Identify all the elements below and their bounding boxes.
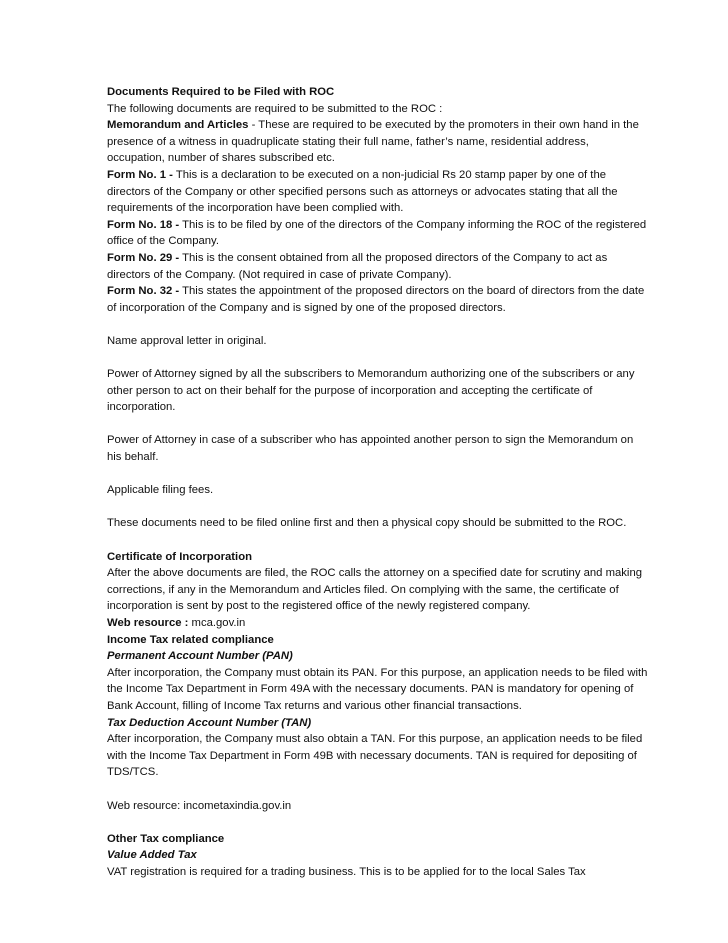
form18-text: This is to be filed by one of the directors of the Company informing the ROC of the registered [179, 218, 647, 231]
paragraph-line: with the Income Tax Department in Form 49B with necessary documents. TAN is required for depositing of [107, 749, 637, 762]
form32-text: This states the appointment of the proposed directors on the board of directors from the date [179, 285, 645, 298]
form29-label: Form No. 29 - [107, 251, 180, 264]
form18-line [107, 217, 647, 234]
web-resource-label: Web resource : [107, 617, 189, 629]
section-heading: Income Tax related compliance [107, 633, 274, 646]
paragraph-line: Power of Attorney signed by all the subscribers to Memorandum authorizing one of the subscribers or any [107, 368, 635, 381]
paragraph-line: corrections, if any in the Memorandum and Articles filed. On complying with the same, the certificate of [107, 583, 619, 596]
paragraph-gap [107, 781, 627, 798]
web-resource-value: mca.gov.in [188, 617, 246, 629]
paragraph-gap [107, 499, 627, 516]
paragraph-gap [107, 316, 627, 333]
paragraph-gap [107, 814, 627, 831]
paragraph-line: incorporation. [107, 401, 176, 414]
paragraph-line: office of the Company. [107, 235, 219, 248]
form32-line [107, 283, 645, 300]
paragraph-line: the Income Tax Department in Form 49A with the necessary documents. PAN is mandatory for opening of [107, 683, 634, 696]
paragraph-gap [107, 466, 627, 483]
paragraph-line: his behalf. [107, 451, 159, 464]
form1-line [107, 167, 627, 184]
paragraph-line: Applicable filing fees. [107, 484, 214, 497]
section-heading: Other Tax compliance [107, 832, 225, 845]
paragraph-line: TDS/TCS. [107, 766, 159, 779]
paragraph-gap [107, 416, 627, 433]
paragraph-gap [107, 532, 627, 549]
form18-label: Form No. 18 - [107, 218, 180, 231]
subsection-heading: Tax Deduction Account Number (TAN) [107, 716, 312, 729]
subsection-heading: Value Added Tax [107, 849, 197, 862]
form1-text: This is a declaration to be executed on a non-judicial Rs 20 stamp paper by one of the [172, 168, 607, 181]
paragraph-line: incorporation is sent by post to the registered office of the newly registered company. [107, 600, 531, 613]
paragraph-line: presence of a witness in quadruplicate stating their full name, father’s name, residential address, [107, 135, 589, 148]
paragraph-line: directors of the Company. (Not required in case of private Company). [107, 268, 452, 281]
form1-label: Form No. 1 - [107, 168, 173, 181]
section-heading: Documents Required to be Filed with ROC [107, 86, 335, 98]
form29-text: This is the consent obtained from all the proposed directors of the Company to act as [179, 251, 608, 264]
paragraph-line: Power of Attorney in case of a subscriber who has appointed another person to sign the Memorandum on [107, 434, 634, 447]
section-heading: Certificate of Incorporation [107, 550, 252, 563]
paragraph-line: Name approval letter in original. [107, 334, 267, 347]
paragraph-line: other person to act on their behalf for the purpose of incorporation and accepting the certificate of [107, 384, 593, 397]
paragraph-line: Bank Account, filling of Income Tax returns and various other financial transactions. [107, 699, 522, 712]
form32-label: Form No. 32 - [107, 285, 180, 298]
paragraph-line: occupation, number of shares subscribed etc. [107, 152, 335, 165]
paragraph-line: Web resource: incometaxindia.gov.in [107, 799, 292, 812]
paragraph-line: After incorporation, the Company must also obtain a TAN. For this purpose, an application needs to be filed [107, 733, 643, 746]
moa-label: Memorandum and Articles [107, 119, 249, 132]
form29-line [107, 250, 627, 267]
web-resource-line [107, 615, 627, 632]
paragraph-gap [107, 350, 627, 367]
paragraph-line: VAT registration is required for a trading business. This is to be applied for to the local Sales Tax [107, 865, 586, 878]
paragraph-line: requirements of the incorporation have been complied with. [107, 202, 404, 215]
moa-line [107, 117, 639, 134]
paragraph-line: The following documents are required to be submitted to the ROC : [107, 102, 443, 115]
paragraph-line: These documents need to be filed online first and then a physical copy should be submitted to the ROC. [107, 517, 627, 530]
paragraph-line: After the above documents are filed, the ROC calls the attorney on a specified date for scrutiny and making [107, 567, 643, 580]
document-page [107, 84, 648, 881]
paragraph-line: of incorporation of the Company and is signed by one of the proposed directors. [107, 301, 506, 314]
subsection-heading: Permanent Account Number (PAN) [107, 650, 293, 663]
paragraph-line: After incorporation, the Company must obtain its PAN. For this purpose, an application needs to be filed with [107, 666, 648, 679]
moa-text: - These are required to be executed by the promoters in their own hand in the [248, 119, 639, 132]
paragraph-line: directors of the Company or other specified persons such as attorneys or advocates stating that all the [107, 185, 618, 198]
